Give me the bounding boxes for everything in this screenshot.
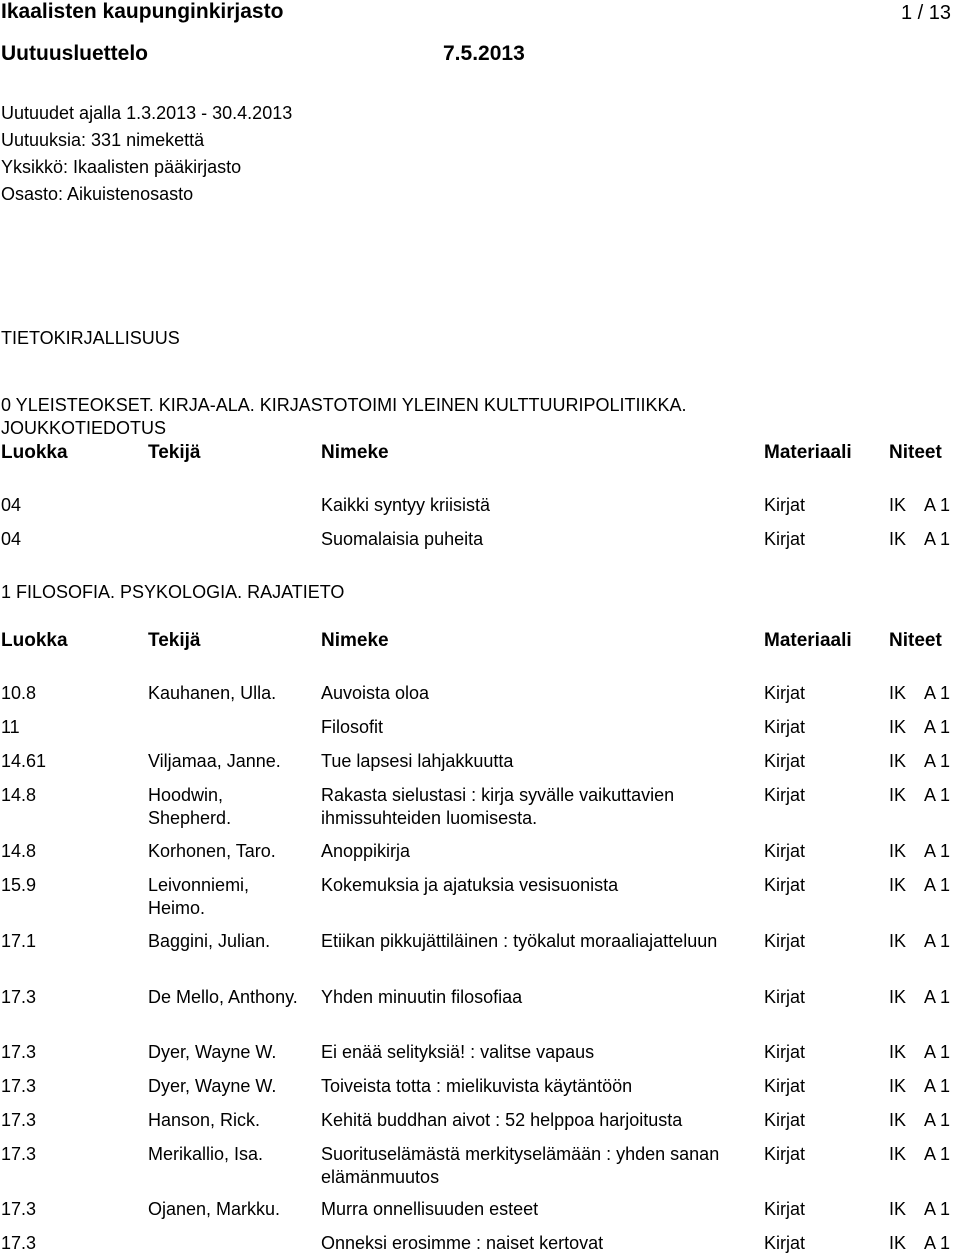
meta-unit: Yksikkö: Ikaalisten pääkirjasto — [1, 157, 242, 177]
cell-tekija: Dyer, Wayne W. — [148, 1042, 277, 1062]
section-title-line: 0 YLEISTEOKSET. KIRJA-ALA. KIRJASTOTOIMI YLEINEN KULTTUURIPOLITIIKKA. — [1, 395, 687, 415]
library-name: Ikaalisten kaupunginkirjasto — [1, 0, 284, 23]
col-tekija: Tekijä — [148, 442, 201, 463]
cell-location: IK — [889, 931, 907, 951]
cell-tekija: Hoodwin, Shepherd. — [148, 785, 232, 828]
cell-location: IK — [889, 529, 907, 549]
cell-materiaali: Kirjat — [764, 785, 806, 805]
cell-count: A 1 — [924, 875, 951, 895]
cell-luokka: 14.61 — [1, 751, 47, 771]
cell-nimeke: Tue lapsesi lahjakkuutta — [321, 751, 514, 771]
cell-materiaali: Kirjat — [764, 1042, 806, 1062]
cell-materiaali: Kirjat — [764, 1076, 806, 1096]
cell-luokka: 17.3 — [1, 1076, 37, 1096]
cell-location: IK — [889, 1042, 907, 1062]
meta-department: Osasto: Aikuistenosasto — [1, 184, 194, 204]
col-materiaali: Materiaali — [764, 442, 852, 463]
cell-nimeke: Kehitä buddhan aivot : 52 helppoa harjoitusta — [321, 1110, 683, 1130]
cell-tekija: Dyer, Wayne W. — [148, 1076, 277, 1096]
cell-location: IK — [889, 751, 907, 771]
cell-count: A 1 — [924, 529, 951, 549]
cell-luokka: 17.3 — [1, 1144, 37, 1164]
cell-nimeke: Auvoista oloa — [321, 683, 430, 703]
cell-luokka: 17.3 — [1, 1199, 37, 1219]
section-title — [1, 581, 344, 604]
cell-nimeke: Onneksi erosimme : naiset kertovat — [321, 1233, 604, 1253]
cell-location: IK — [889, 1076, 907, 1096]
cell-luokka: 17.3 — [1, 1110, 37, 1130]
cell-tekija: Leivonniemi, Heimo. — [148, 875, 250, 918]
cell-luokka: 14.8 — [1, 785, 37, 805]
table-header — [0, 442, 960, 466]
list-date: 7.5.2013 — [443, 42, 525, 65]
cell-materiaali: Kirjat — [764, 751, 806, 771]
cell-nimeke: Yhden minuutin filosofiaa — [321, 987, 523, 1007]
cell-materiaali: Kirjat — [764, 1233, 806, 1253]
cell-materiaali: Kirjat — [764, 931, 806, 951]
cell-count: A 1 — [924, 931, 951, 951]
cell-materiaali: Kirjat — [764, 1110, 806, 1130]
cell-materiaali: Kirjat — [764, 529, 806, 549]
col-niteet: Niteet — [889, 630, 942, 651]
cell-count: A 1 — [924, 987, 951, 1007]
cell-luokka: 04 — [1, 529, 22, 549]
col-nimeke: Nimeke — [321, 630, 389, 651]
cell-luokka: 17.3 — [1, 1042, 37, 1062]
cell-luokka: 15.9 — [1, 875, 37, 895]
cell-count: A 1 — [924, 1199, 951, 1219]
cell-location: IK — [889, 495, 907, 515]
cell-materiaali: Kirjat — [764, 495, 806, 515]
cell-nimeke: Toiveista totta : mielikuvista käytäntöön — [321, 1076, 633, 1096]
cell-location: IK — [889, 987, 907, 1007]
cell-tekija: Hanson, Rick. — [148, 1110, 261, 1130]
cell-count: A 1 — [924, 1076, 951, 1096]
col-tekija: Tekijä — [148, 630, 201, 651]
cell-materiaali: Kirjat — [764, 683, 806, 703]
cell-luokka: 14.8 — [1, 841, 37, 861]
cell-tekija: Viljamaa, Janne. — [148, 751, 281, 771]
cell-nimeke: Kokemuksia ja ajatuksia vesisuonista — [321, 875, 619, 895]
cell-nimeke: Filosofit — [321, 717, 384, 737]
cell-nimeke: Etiikan pikkujättiläinen : työkalut moraaliajatteluun — [321, 931, 718, 951]
cell-location: IK — [889, 1199, 907, 1219]
cell-materiaali: Kirjat — [764, 841, 806, 861]
cell-location: IK — [889, 1110, 907, 1130]
cell-nimeke: Kaikki syntyy kriisistä — [321, 495, 491, 515]
section-title-line: 1 FILOSOFIA. PSYKOLOGIA. RAJATIETO — [1, 582, 345, 602]
cell-count: A 1 — [924, 495, 951, 515]
cell-nimeke: Murra onnellisuuden esteet — [321, 1199, 539, 1219]
table-header — [0, 630, 960, 654]
cell-luokka: 17.3 — [1, 1233, 37, 1253]
cell-tekija: Korhonen, Taro. — [148, 841, 276, 861]
col-nimeke: Nimeke — [321, 442, 389, 463]
cell-location: IK — [889, 785, 907, 805]
cell-tekija: Baggini, Julian. — [148, 931, 271, 951]
cell-count: A 1 — [924, 683, 951, 703]
cell-materiaali: Kirjat — [764, 987, 806, 1007]
cell-nimeke: Suomalaisia puheita — [321, 529, 484, 549]
cell-luokka: 17.3 — [1, 987, 37, 1007]
section-title — [1, 394, 687, 440]
cell-location: IK — [889, 875, 907, 895]
cell-count: A 1 — [924, 1042, 951, 1062]
cell-materiaali: Kirjat — [764, 875, 806, 895]
section-title-line: JOUKKOTIEDOTUS — [1, 418, 167, 438]
meta-count: Uutuuksia: 331 nimekettä — [1, 130, 205, 150]
cell-tekija: Ojanen, Markku. — [148, 1199, 281, 1219]
meta-period: Uutuudet ajalla 1.3.2013 - 30.4.2013 — [1, 103, 293, 123]
col-luokka: Luokka — [1, 630, 68, 651]
cell-luokka: 10.8 — [1, 683, 37, 703]
cell-tekija: De Mello, Anthony. — [148, 987, 298, 1007]
cell-luokka: 04 — [1, 495, 22, 515]
col-materiaali: Materiaali — [764, 630, 852, 651]
cell-nimeke: Anoppikirja — [321, 841, 411, 861]
cell-nimeke: Rakasta sielustasi : kirja syvälle vaikuttavien ihmissuhteiden luomisesta. — [321, 785, 675, 828]
cell-count: A 1 — [924, 1110, 951, 1130]
cell-materiaali: Kirjat — [764, 717, 806, 737]
cell-materiaali: Kirjat — [764, 1199, 806, 1219]
col-niteet: Niteet — [889, 442, 942, 463]
cell-location: IK — [889, 1144, 907, 1164]
list-title: Uutuusluettelo — [1, 42, 148, 65]
cell-count: A 1 — [924, 751, 951, 771]
cell-location: IK — [889, 717, 907, 737]
category-heading: TIETOKIRJALLISUUS — [1, 328, 180, 348]
cell-luokka: 11 — [1, 717, 20, 737]
page-number: 1 / 13 — [900, 2, 951, 24]
cell-count: A 1 — [924, 717, 951, 737]
col-luokka: Luokka — [1, 442, 68, 463]
cell-nimeke: Ei enää selityksiä! : valitse vapaus — [321, 1042, 595, 1062]
cell-count: A 1 — [924, 1144, 951, 1164]
cell-tekija: Kauhanen, Ulla. — [148, 683, 277, 703]
cell-luokka: 17.1 — [1, 931, 37, 951]
cell-count: A 1 — [924, 1233, 951, 1253]
cell-count: A 1 — [924, 785, 951, 805]
cell-count: A 1 — [924, 841, 951, 861]
cell-tekija: Merikallio, Isa. — [148, 1144, 264, 1164]
cell-location: IK — [889, 683, 907, 703]
cell-nimeke: Suorituselämästä merkityselämään : yhden sanan elämänmuutos — [321, 1144, 720, 1187]
cell-location: IK — [889, 1233, 907, 1253]
cell-location: IK — [889, 841, 907, 861]
cell-materiaali: Kirjat — [764, 1144, 806, 1164]
